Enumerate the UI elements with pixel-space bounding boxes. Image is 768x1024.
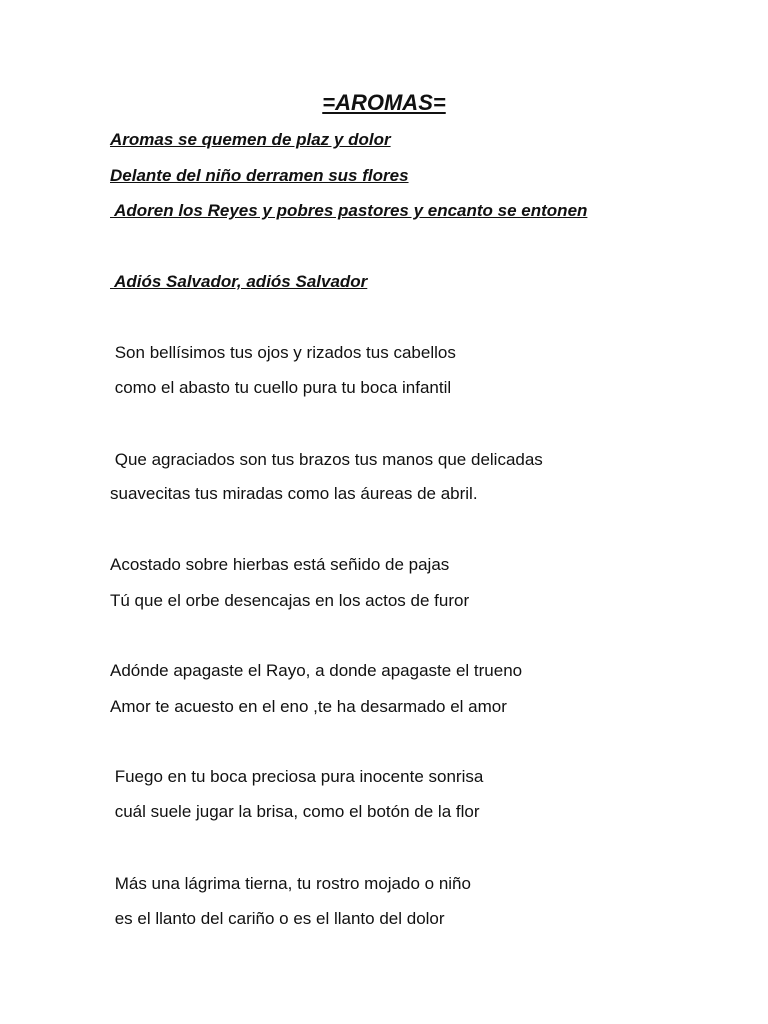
poem-line: Aromas se quemen de plaz y dolor <box>110 130 391 149</box>
poem-line: Adoren los Reyes y pobres pastores y encanto se entonen <box>110 201 588 220</box>
poem-line: Tú que el orbe desencajas en los actos de furor <box>110 591 470 610</box>
poem-line: es el llanto del cariño o es el llanto del dolor <box>110 909 445 928</box>
poem-line: suavecitas tus miradas como las áureas de abril. <box>110 484 478 503</box>
poem-line: Amor te acuesto en el eno ,te ha desarmado el amor <box>110 697 507 716</box>
poem-line: Acostado sobre hierbas está señido de pajas <box>110 555 450 574</box>
poem-refrain: Adiós Salvador, adiós Salvador <box>110 272 368 291</box>
poem-line: Fuego en tu boca preciosa pura inocente sonrisa <box>110 767 484 786</box>
poem-line: Delante del niño derramen sus flores <box>110 166 409 185</box>
poem-line: Más una lágrima tierna, tu rostro mojado o niño <box>110 874 471 893</box>
poem-line: Que agraciados son tus brazos tus manos que delicadas <box>110 450 543 469</box>
poem-line: Adónde apagaste el Rayo, a donde apagaste el trueno <box>110 661 523 680</box>
poem-line: cuál suele jugar la brisa, como el botón de la flor <box>110 802 480 821</box>
poem-line: como el abasto tu cuello pura tu boca infantil <box>110 378 452 397</box>
poem-title: =AROMAS= <box>322 90 446 115</box>
poem-line: Son bellísimos tus ojos y rizados tus cabellos <box>110 343 456 362</box>
